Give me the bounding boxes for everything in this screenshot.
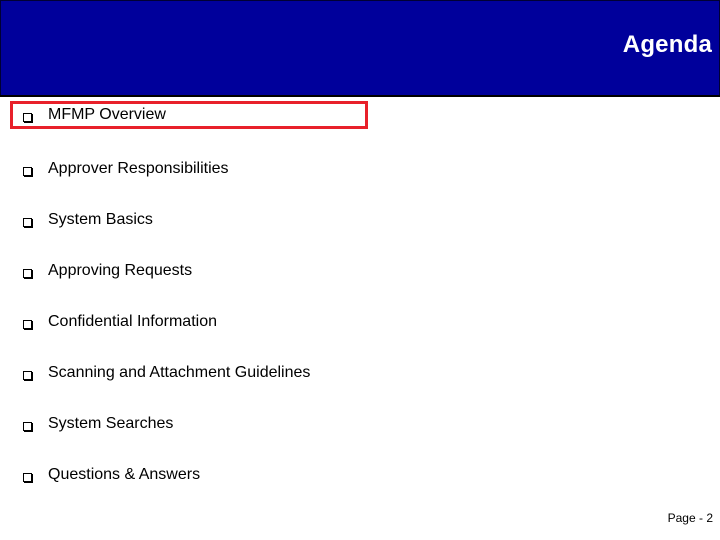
agenda-item-system-searches <box>14 409 173 439</box>
agenda-item-confidential-information <box>14 307 217 337</box>
square-bullet-icon <box>23 473 32 482</box>
slide-title: Agenda <box>622 31 712 58</box>
agenda-item-label: Questions & Answers <box>48 466 201 483</box>
square-bullet-icon <box>23 269 32 278</box>
agenda-item-label: Confidential Information <box>48 313 217 330</box>
agenda-item-mfmp-overview <box>10 101 368 129</box>
agenda-item-label: System Basics <box>48 211 153 228</box>
agenda-item-label: MFMP Overview <box>48 106 166 123</box>
square-bullet-icon <box>23 371 32 380</box>
square-bullet-icon <box>23 113 32 122</box>
agenda-item-approving-requests <box>14 256 192 286</box>
page-number: Page - 2 <box>667 511 713 525</box>
agenda-item-approver-responsibilities <box>14 154 229 184</box>
slide-header <box>0 0 720 96</box>
agenda-item-label: Approver Responsibilities <box>48 160 229 177</box>
agenda-item-system-basics <box>14 205 153 235</box>
agenda-item-label: Approving Requests <box>48 262 193 279</box>
agenda-item-label: Scanning and Attachment Guidelines <box>48 364 311 381</box>
square-bullet-icon <box>23 218 32 227</box>
agenda-item-scanning-guidelines <box>14 358 310 388</box>
agenda-item-questions-answers <box>14 460 200 490</box>
agenda-item-label: System Searches <box>48 415 174 432</box>
square-bullet-icon <box>23 320 32 329</box>
header-divider <box>0 95 720 97</box>
square-bullet-icon <box>23 167 32 176</box>
square-bullet-icon <box>23 422 32 431</box>
